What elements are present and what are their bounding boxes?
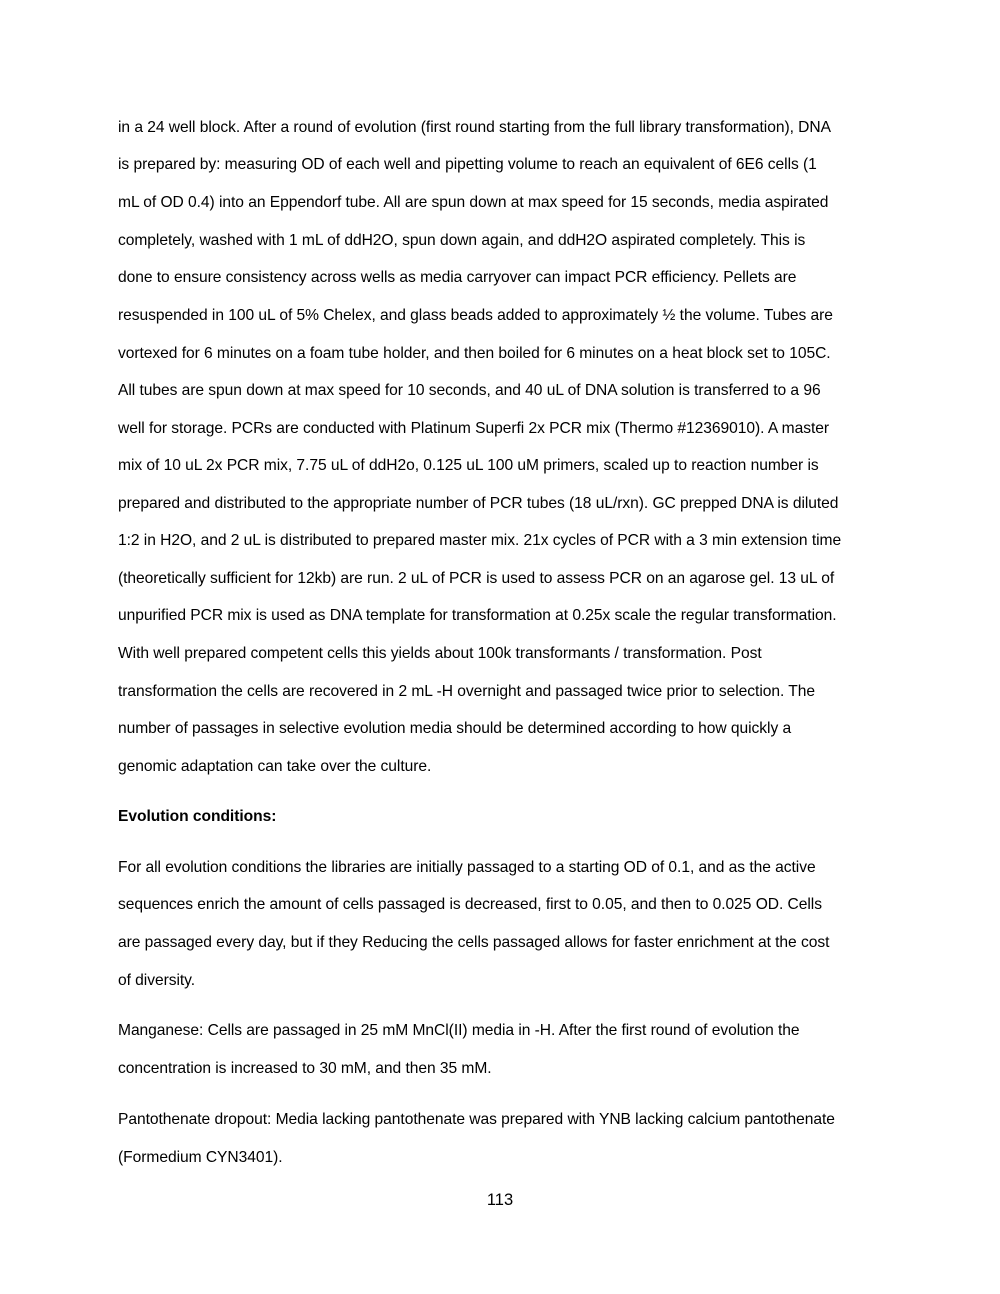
text-line: For all evolution conditions the libraries are initially passaged to a starting OD of 0.1, and as the active [118, 859, 816, 876]
text-line: mL of OD 0.4) into an Eppendorf tube. All are spun down at max speed for 15 seconds, media aspirated [118, 194, 829, 211]
text-line: resuspended in 100 uL of 5% Chelex, and glass beads added to approximately ½ the volume. Tubes are [118, 307, 833, 324]
text-line: (Formedium CYN3401). [118, 1149, 283, 1166]
text-line: number of passages in selective evolution media should be determined according to how quickly a [118, 720, 792, 737]
text-line: unpurified PCR mix is used as DNA template for transformation at 0.25x scale the regular transformation. [118, 607, 837, 624]
text-line: All tubes are spun down at max speed for 10 seconds, and 40 uL of DNA solution is transferred to a 96 [118, 382, 821, 399]
text-line: is prepared by: measuring OD of each well and pipetting volume to reach an equivalent of 6E6 cells (1 [118, 156, 817, 173]
text-line: sequences enrich the amount of cells passaged is decreased, first to 0.05, and then to 0.025 OD. Cells [118, 896, 822, 913]
text-line: vortexed for 6 minutes on a foam tube holder, and then boiled for 6 minutes on a heat block set to 105C. [118, 345, 831, 362]
text-line: 1:2 in H2O, and 2 uL is distributed to prepared master mix. 21x cycles of PCR with a 3 min extension time [118, 532, 842, 549]
text-line: are passaged every day, but if they Reducing the cells passaged allows for faster enrichment at the cost [118, 934, 830, 951]
text-line: Pantothenate dropout: Media lacking pantothenate was prepared with YNB lacking calcium pantothenate [118, 1111, 835, 1128]
text-line: Manganese: Cells are passaged in 25 mM MnCl(II) media in -H. After the first round of evolution the [118, 1022, 800, 1039]
text-line: prepared and distributed to the appropriate number of PCR tubes (18 uL/rxn). GC prepped DNA is diluted [118, 495, 839, 512]
text-line: completely, washed with 1 mL of ddH2O, spun down again, and ddH2O aspirated completely. This is [118, 232, 806, 249]
page-number: 113 [486, 1191, 514, 1209]
text-line: mix of 10 uL 2x PCR mix, 7.75 uL of ddH2o, 0.125 uL 100 uM primers, scaled up to reaction number is [118, 457, 819, 474]
text-line: in a 24 well block. After a round of evolution (first round starting from the full library transformation), DNA [118, 119, 831, 136]
text-line: transformation the cells are recovered in 2 mL -H overnight and passaged twice prior to selection. The [118, 683, 815, 700]
text-line: of diversity. [118, 972, 196, 989]
text-line: done to ensure consistency across wells as media carryover can impact PCR efficiency. Pellets are [118, 269, 797, 286]
section-heading: Evolution conditions: [118, 808, 277, 825]
text-line: concentration is increased to 30 mM, and then 35 mM. [118, 1060, 492, 1077]
text-line: With well prepared competent cells this yields about 100k transformants / transformation. Post [118, 645, 762, 662]
text-line: genomic adaptation can take over the culture. [118, 758, 432, 775]
text-line: well for storage. PCRs are conducted with Platinum Superfi 2x PCR mix (Thermo #12369010). A master [118, 420, 829, 437]
text-line: (theoretically sufficient for 12kb) are run. 2 uL of PCR is used to assess PCR on an agarose gel. 13 uL of [118, 570, 835, 587]
